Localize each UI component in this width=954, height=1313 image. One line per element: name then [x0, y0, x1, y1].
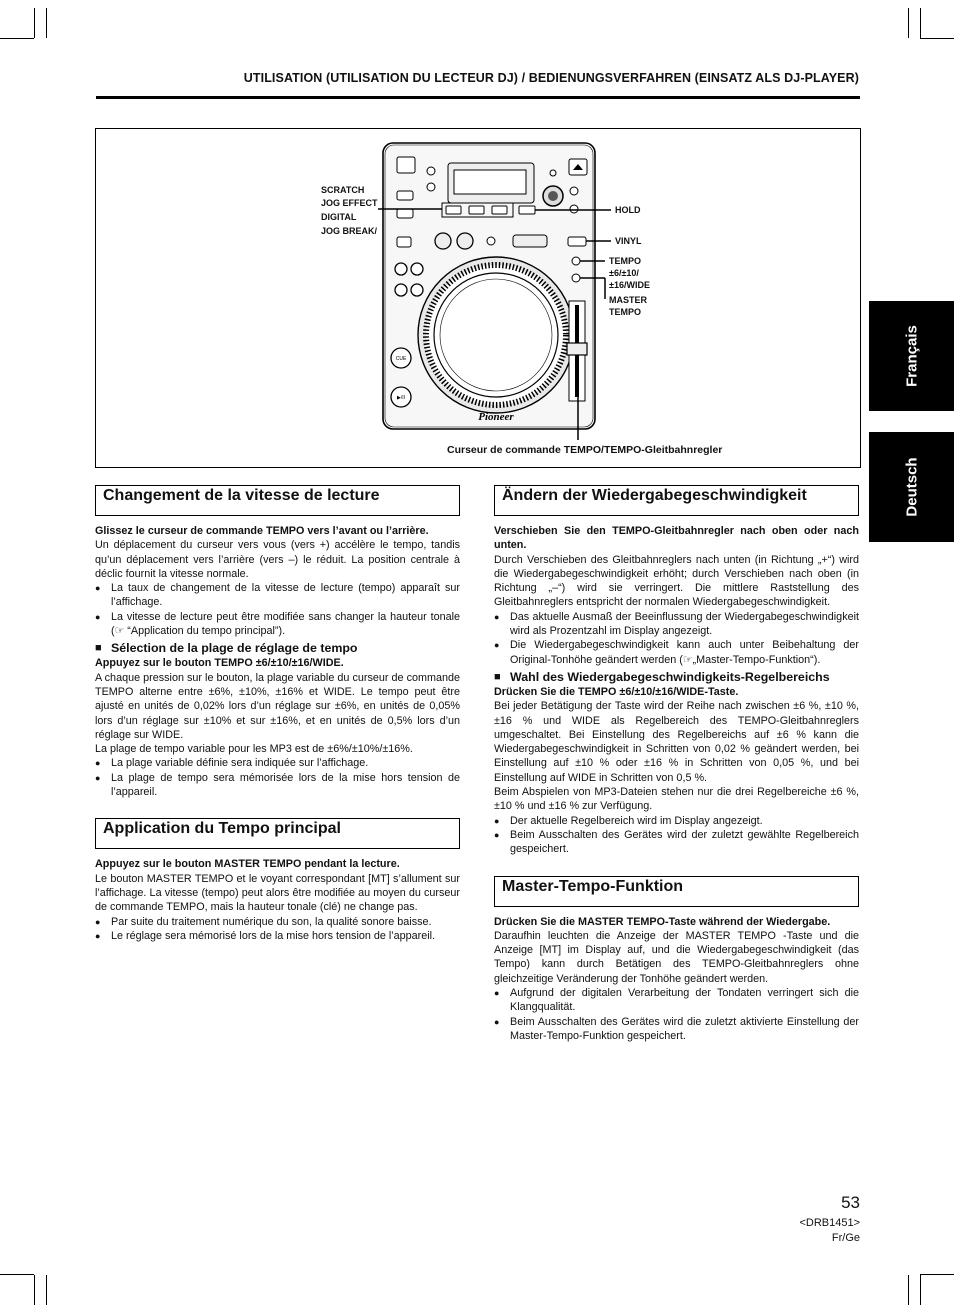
instruction-lead: Appuyez sur le bouton MASTER TEMPO pendant la lecture. [95, 858, 400, 871]
device-figure [95, 128, 861, 468]
tab-francais-label: Français [903, 325, 920, 387]
cdj-device-illustration [96, 129, 860, 467]
page-header-title: UTILISATION (UTILISATION DU LECTEUR DJ) / BEDIENUNGSVERFAHREN (EINSATZ ALS DJ-PLAYER) [243, 71, 859, 85]
section-title: Master-Tempo-Funktion [494, 876, 859, 907]
svg-text:▶/II: ▶/II [396, 395, 406, 401]
bullet-item: ● Beim Ausschalten des Gerätes wird die zuletzt aktivierte Einstellung der Master-Tempo-Funktion gespeichert. [494, 1015, 859, 1044]
bullet-item: ● La plage variable définie sera indiquée sur l’affichage. [95, 756, 460, 770]
instruction-lead: Glissez le curseur de commande TEMPO vers l’avant ou l’arrière. [95, 525, 429, 537]
header-rule [96, 96, 860, 99]
label-tempo-range-2: ±16/WIDE [609, 280, 650, 290]
tab-deutsch-label: Deutsch [903, 457, 920, 517]
instruction-lead: Verschieben Sie den TEMPO-Gleitbahnregler nach oben oder nach unten. [494, 525, 859, 552]
label-hold: HOLD [615, 205, 641, 215]
bullet-item: ● Der aktuelle Regelbereich wird im Display angezeigt. [494, 814, 859, 828]
model-code: <DRB1451> [799, 1217, 860, 1229]
figure-caption: Curseur de commande TEMPO/TEMPO-Gleitbahnregler [447, 444, 723, 456]
label-jog-effect: JOG EFFECT [321, 198, 378, 208]
subsection-heading: ■ Wahl des Wiedergabegeschwindigkeits-Regelbereichs [494, 670, 859, 685]
paragraph: Un déplacement du curseur vers vous (vers +) accélère le tempo, tandis qu’un déplacement vers l’arrière (vers –) le réduit. La position centrale à déclic fournit la vitesse normale. [95, 539, 460, 580]
bullet-item: ● Aufgrund der digitalen Verarbeitung der Tondaten verringert sich die Klangqualität. [494, 986, 859, 1015]
tab-deutsch [869, 432, 954, 542]
instruction-lead: Appuyez sur le bouton TEMPO ±6/±10/±16/WIDE. [95, 657, 344, 670]
paragraph: Beim Abspielen von MP3-Dateien stehen nur die drei Regelbereiche ±6 %, ±10 % und ±16 % zur Verfügung. [494, 786, 859, 813]
tab-francais [869, 301, 954, 411]
label-scratch: SCRATCH [321, 185, 365, 195]
left-column [95, 485, 460, 943]
paragraph: Bei jeder Betätigung der Taste wird der Reihe nach zwischen ±6 %, ±10 %, ±16 % und WIDE als Regelbereich des TEMPO-Gleitbahnreglers umgeschaltet. Bei Einstellung des Regelbereichs auf ±6 % kann die Wiedergabegeschwindigkeit in Schritten von 0,02 % geändert werden, bei Einstellung auf ±10 % oder ±16 % in Schritten von 0,05 %, und bei Einstellung auf WIDE in Schritten von 0,5 %. [494, 700, 859, 784]
instruction-lead: Drücken Sie die TEMPO ±6/±10/±16/WIDE-Taste. [494, 685, 739, 698]
section-title: Changement de la vitesse de lecture [95, 485, 460, 516]
label-digital: DIGITAL [321, 212, 357, 222]
bullet-item: ● Le réglage sera mémorisé lors de la mise hors tension de l’appareil. [95, 929, 460, 943]
paragraph: Durch Verschieben des Gleitbahnreglers nach unten (in Richtung „+“) wird die Wiedergabegeschwindigkeit erhöht; durch Verschieben nach oben (in Richtung „–“) wird sie verringert. Die mittlere Raststellung des Gleitbahnreglers entspricht der normalen Wiedergabegeschwindigkeit. [494, 553, 859, 609]
label-master-tempo: TEMPO [609, 307, 642, 317]
label-tempo: TEMPO [609, 256, 642, 266]
bullet-item: ● Das aktuelle Ausmaß der Beeinflussung der Wiedergabegeschwindigkeit wird als Prozentzahl im Display angezeigt. [494, 610, 859, 639]
bullet-item: ● Die Wiedergabegeschwindigkeit kann auch unter Beibehaltung der Original-Tonhöhe geändert werden (☞„Master-Tempo-Funktion“). [494, 638, 859, 667]
paragraph: A chaque pression sur le bouton, la plage variable du curseur de commande TEMPO alterne entre ±6%, ±10%, ±16% et WIDE. Le tempo peut être ajusté en unités de 0,02% lors d’un réglage sur ±6%, en unités de 0,05% lors d’un réglage sur ±10% et sur ±16%, et en unités de 0,5% lors d’un réglage sur WIDE. [95, 671, 460, 741]
label-vinyl: VINYL [615, 236, 642, 246]
brand-logo: Pioneer [478, 411, 514, 423]
subsection-heading: ■ Sélection de la plage de réglage de tempo [95, 641, 460, 656]
paragraph: Le bouton MASTER TEMPO et le voyant correspondant [MT] s’allument sur l’affichage. La vitesse (tempo) peut alors être modifiée au moyen du curseur de commande TEMPO, mais la hauteur tonale (clé) ne change pas. [95, 872, 460, 914]
document-code [760, 1216, 860, 1246]
paragraph: Daraufhin leuchten die Anzeige der MASTER TEMPO -Taste und die Anzeige [MT] im Display auf, und die Wiedergabegeschwindigkeit (das Tempo) kann durch Betätigen des TEMPO-Gleitbahnreglers ohne gleichzeitige Veränderung der Tonhöhe geändert werden. [494, 929, 859, 985]
label-tempo-range-1: ±6/±10/ [609, 268, 639, 278]
bullet-item: ● La plage de tempo sera mémorisée lors de la mise hors tension de l’appareil. [95, 771, 460, 800]
page-number: 53 [841, 1193, 860, 1212]
bullet-item: ● Beim Ausschalten des Gerätes wird der zuletzt gewählte Regelbereich gespeichert. [494, 828, 859, 857]
paragraph: La plage de tempo variable pour les MP3 est de ±6%/±10%/±16%. [95, 743, 413, 756]
label-master: MASTER [609, 295, 647, 305]
right-column [494, 485, 859, 1043]
instruction-lead: Drücken Sie die MASTER TEMPO-Taste während der Wiedergabe. [494, 915, 831, 928]
language-code: Fr/Ge [831, 1232, 860, 1244]
bullet-item: ● La vitesse de lecture peut être modifiée sans changer la hauteur tonale (☞ “Application du tempo principal”). [95, 610, 460, 639]
label-jog-break: JOG BREAK/ [321, 226, 378, 236]
bullet-item: ● La taux de changement de la vitesse de lecture (tempo) apparaît sur l’affichage. [95, 581, 460, 610]
section-title: Ändern der Wiedergabegeschwindigkeit [494, 485, 859, 516]
svg-text:CUE: CUE [395, 356, 407, 362]
section-title: Application du Tempo principal [95, 818, 460, 849]
bullet-item: ● Par suite du traitement numérique du son, la qualité sonore baisse. [95, 915, 460, 929]
